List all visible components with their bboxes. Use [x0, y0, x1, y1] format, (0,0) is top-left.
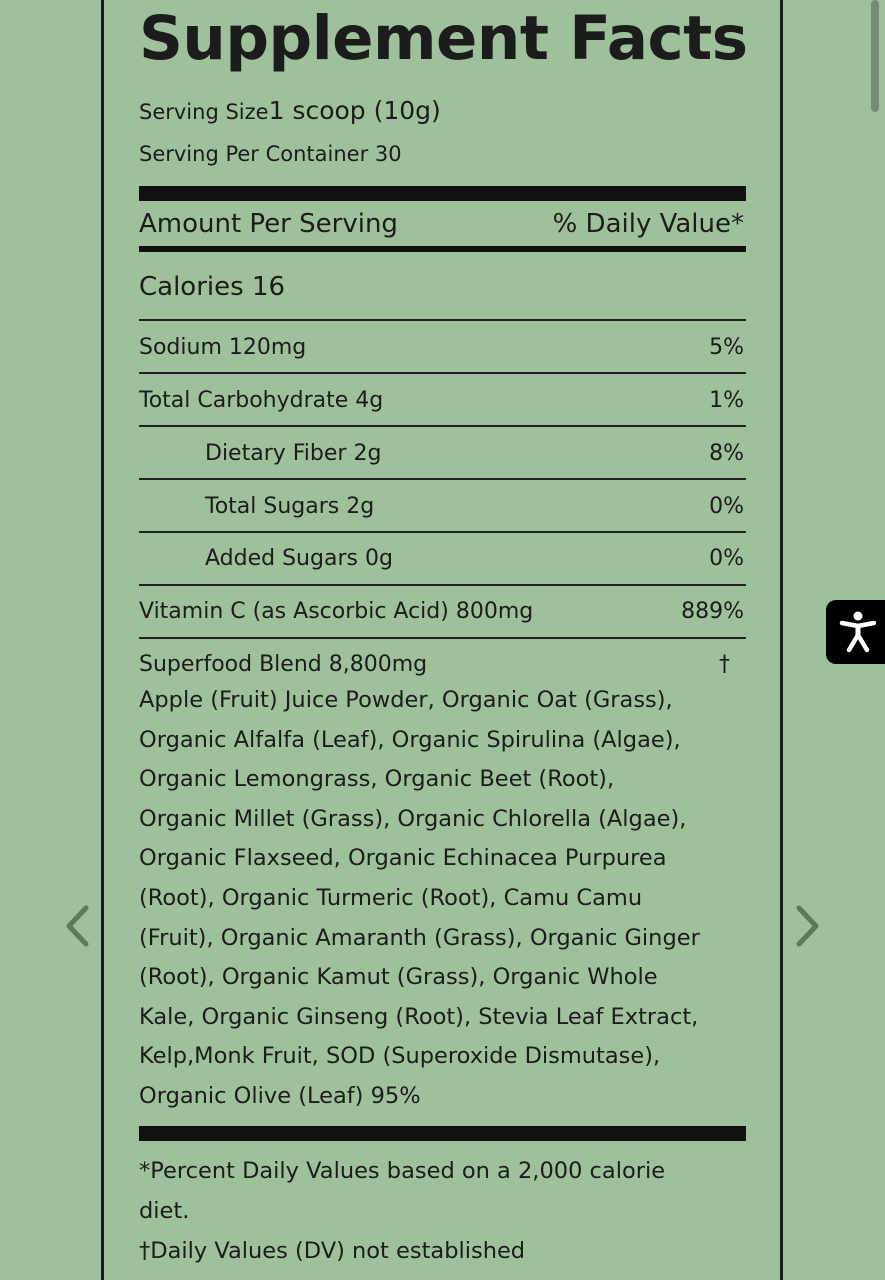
thick-divider: [139, 186, 746, 201]
serving-size-value: 1 scoop (10g): [268, 96, 441, 125]
nutrient-row-added-sugars: [139, 541, 744, 575]
ingredient-line: Kelp,Monk Fruit, SOD (Superoxide Dismutase),: [139, 1043, 661, 1070]
ingredient-line: Kale, Organic Ginseng (Root), Stevia Leaf Extract,: [139, 1003, 699, 1030]
nutrient-daily-value: 889%: [681, 598, 744, 624]
blend-daily-value: †: [719, 651, 730, 677]
nutrient-row-dietary-fiber: [139, 436, 744, 470]
chevron-left-icon: [64, 905, 90, 947]
ingredient-line: Organic Millet (Grass), Organic Chlorella (Algae),: [139, 805, 687, 832]
nutrient-daily-value: 0%: [709, 493, 744, 519]
divider: [139, 372, 746, 374]
nutrient-daily-value: 5%: [709, 334, 744, 360]
servings-per-container: Serving Per Container 30: [139, 142, 402, 166]
ingredient-line: Organic Lemongrass, Organic Beet (Root),: [139, 766, 615, 793]
previous-image-button[interactable]: [62, 903, 92, 949]
divider: [139, 478, 746, 480]
superfood-blend-row: [139, 647, 744, 681]
label-title: Supplement Facts: [139, 3, 748, 74]
divider: [139, 584, 746, 586]
next-image-button[interactable]: [793, 903, 823, 949]
nutrient-row-total-sugars: [139, 489, 744, 523]
nutrient-row-sodium: [139, 330, 744, 364]
nutrient-row-vitamin-c: [139, 594, 744, 628]
footnote-daily-values-cont: diet.: [139, 1198, 190, 1224]
nutrient-row-total-carbohydrate: [139, 383, 744, 417]
divider: [139, 425, 746, 427]
ingredient-line: (Root), Organic Turmeric (Root), Camu Camu: [139, 884, 643, 911]
blend-ingredients: [139, 681, 749, 1117]
amount-per-serving-header: Amount Per Serving: [139, 209, 398, 239]
nutrient-name: Total Carbohydrate 4g: [139, 387, 384, 413]
nutrient-name: Added Sugars 0g: [205, 545, 393, 571]
serving-size-label: Serving Size: [139, 100, 269, 124]
nutrient-daily-value: 0%: [709, 545, 744, 571]
divider: [139, 637, 746, 639]
ingredient-line: Organic Flaxseed, Organic Echinacea Purpurea: [139, 845, 667, 872]
chevron-right-icon: [795, 905, 821, 947]
serving-size: [139, 96, 441, 125]
nutrient-name: Sodium 120mg: [139, 334, 307, 360]
thick-divider: [139, 1126, 746, 1141]
nutrient-name: Dietary Fiber 2g: [205, 440, 382, 466]
ingredient-line: Organic Alfalfa (Leaf), Organic Spirulina (Algae),: [139, 726, 681, 753]
nutrient-daily-value: 1%: [709, 387, 744, 413]
nutrient-name: Total Sugars 2g: [205, 493, 375, 519]
amount-header-row: [139, 205, 744, 243]
footnote-dagger: †Daily Values (DV) not established: [139, 1238, 526, 1264]
ingredient-line: (Fruit), Organic Amaranth (Grass), Organic Ginger: [139, 924, 700, 951]
divider: [139, 531, 746, 533]
nutrient-name: Vitamin C (as Ascorbic Acid) 800mg: [139, 598, 534, 624]
ingredient-line: Apple (Fruit) Juice Powder, Organic Oat (Grass),: [139, 687, 673, 713]
calories-row: [139, 268, 744, 306]
divider: [139, 319, 746, 321]
nutrient-daily-value: 8%: [709, 440, 744, 466]
ingredient-line: (Root), Organic Kamut (Grass), Organic Whole: [139, 964, 658, 991]
calories-value: Calories 16: [139, 272, 286, 302]
ingredient-line: Organic Olive (Leaf) 95%: [139, 1082, 421, 1109]
scrollbar[interactable]: [871, 0, 879, 112]
daily-value-header: % Daily Value*: [552, 209, 744, 239]
medium-divider: [139, 246, 746, 252]
blend-name: Superfood Blend 8,800mg: [139, 651, 428, 677]
footnote-daily-values: *Percent Daily Values based on a 2,000 calorie: [139, 1158, 666, 1184]
footnote: [139, 1151, 749, 1271]
accessibility-button[interactable]: [826, 600, 885, 664]
accessibility-person-icon: [838, 610, 878, 654]
